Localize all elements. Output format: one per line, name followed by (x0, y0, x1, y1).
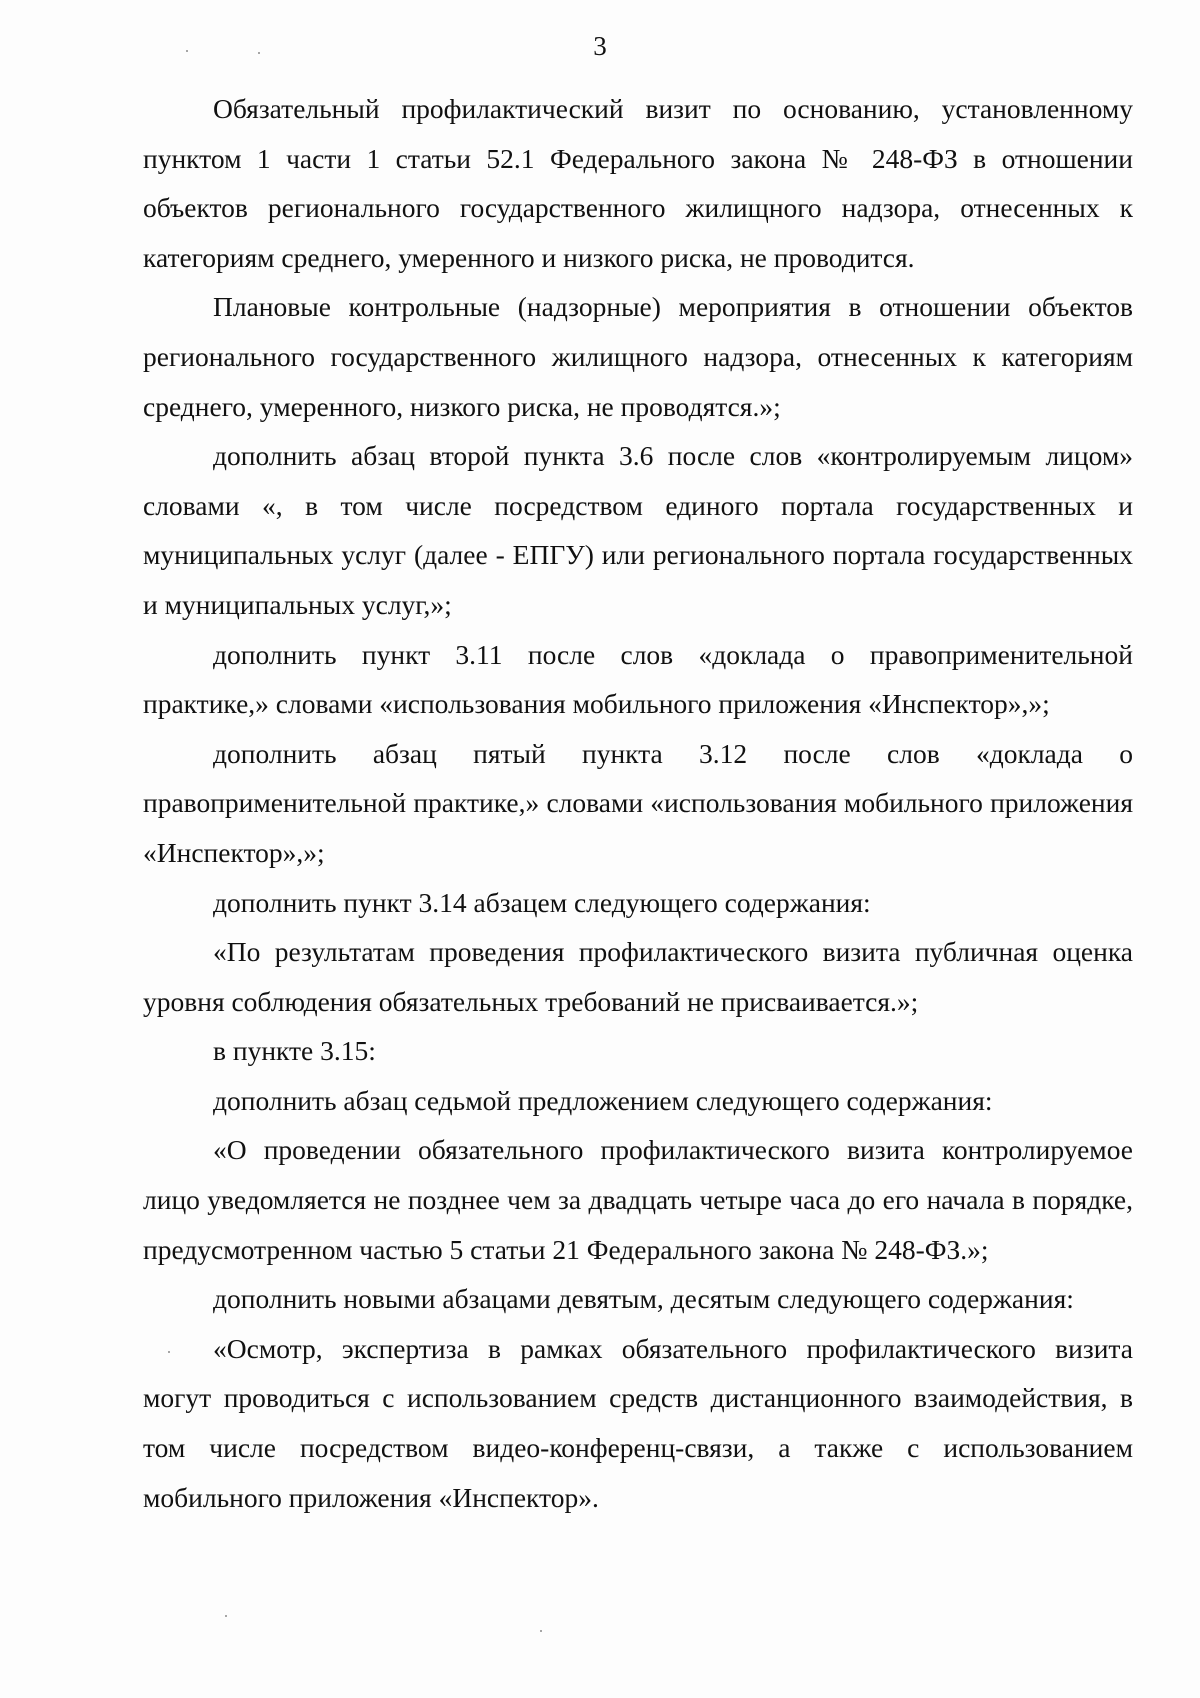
paragraph-amend-3-14: дополнить пункт 3.14 абзацем следующего содержания: (213, 886, 871, 918)
scan-speck (540, 1630, 542, 1632)
scan-speck (186, 50, 188, 52)
paragraph-amend-3-11: дополнить пункт 3.11 после слов «доклада о правоприменительной практике,» словами «использования мобильного приложения «Инспектор»,»; (143, 638, 1133, 720)
paragraph-amend-ninth-tenth: дополнить новыми абзацами девятым, десятым следующего содержания: (213, 1283, 1074, 1315)
paragraph-mandatory-visit: Обязательный профилактический визит по основанию, установленному пунктом 1 части 1 статьи 52.1 Федерального закона № 248-ФЗ в отношении объектов регионального государственного жилищного надзора, отнесенных к категориям среднего, умеренного и низкого риска, не проводится. (143, 93, 1133, 273)
scan-speck (258, 52, 260, 54)
paragraph-amend-seventh: дополнить абзац седьмой предложением следующего содержания: (213, 1084, 993, 1116)
document-body (143, 84, 1133, 1522)
scan-speck (168, 1351, 170, 1353)
page-number: 3 (593, 31, 607, 61)
paragraph-quote-notification: «О проведении обязательного профилактического визита контролируемое лицо уведомляется не позднее чем за двадцать четыре часа до его начала в порядке, предусмотренном частью 5 статьи 21 Федерального закона № 248-ФЗ.»; (143, 1134, 1133, 1265)
paragraph-amend-3-12: дополнить абзац пятый пункта 3.12 после слов «доклада о правоприменительной практике,» словами «использования мобильного приложения «Инспектор»,»; (143, 737, 1133, 868)
paragraph-point-3-15: в пункте 3.15: (213, 1035, 376, 1067)
paragraph-amend-3-6: дополнить абзац второй пункта 3.6 после слов «контролируемым лицом» словами «, в том числе посредством единого портала государственных и муниципальных услуг (далее - ЕПГУ) или регионального портала государственных и муниципальных услуг,»; (143, 440, 1133, 620)
paragraph-quote-3-14: «По результатам проведения профилактического визита публичная оценка уровня соблюдения обязательных требований не присваивается.»; (143, 936, 1133, 1017)
paragraph-planned-measures: Плановые контрольные (надзорные) мероприятия в отношении объектов регионального государственного жилищного надзора, отнесенных к категориям среднего, умеренного, низкого риска, не проводятся.»; (143, 291, 1133, 422)
paragraph-quote-inspection: «Осмотр, экспертиза в рамках обязательного профилактического визита могут проводиться с использованием средств дистанционного взаимодействия, в том числе посредством видео-конференц-связи, а также с использованием мобильного приложения «Инспектор». (143, 1332, 1133, 1513)
scan-speck (225, 1615, 227, 1617)
